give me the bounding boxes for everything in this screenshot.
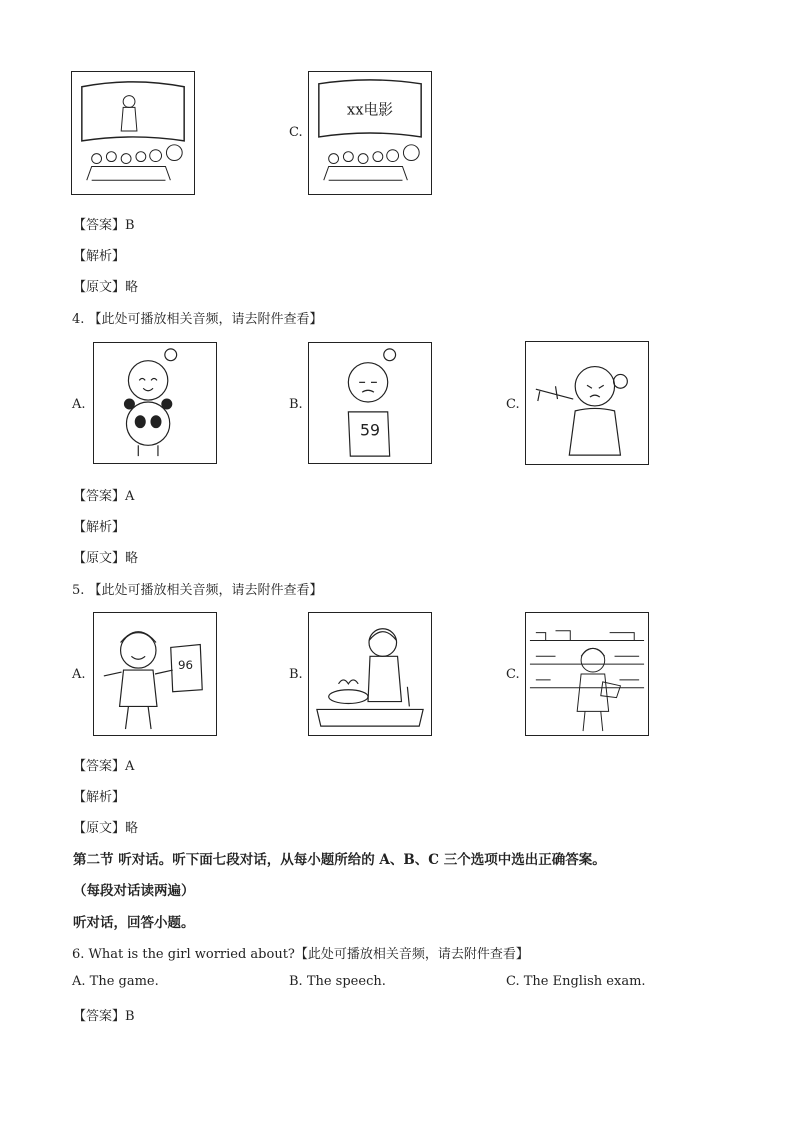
q5-answer: 【答案】A [73, 759, 135, 774]
q4-answer: 【答案】A [73, 489, 135, 504]
q4-option-b-paper-text: 59 [359, 420, 381, 440]
q5-option-a-image [93, 612, 217, 736]
q5-prompt: 5. 【此处可播放相关音频，请去附件查看】 [72, 583, 323, 598]
q3-option-b-image [71, 71, 195, 195]
q5-option-b-label: B. [289, 667, 303, 682]
q4-analysis: 【解析】 [73, 520, 126, 535]
q3-option-c-label: C. [289, 125, 303, 140]
q3-analysis: 【解析】 [73, 249, 126, 264]
q4-option-b-label: B. [289, 397, 303, 412]
q4-option-a-image [93, 342, 217, 464]
q5-option-a-label: A. [72, 667, 86, 682]
section2-heading: 第二节 听对话。听下面七段对话，从每小题所给的 A、B、C 三个选项中选出正确答案。 [73, 852, 606, 868]
q4-prompt: 4. 【此处可播放相关音频，请去附件查看】 [72, 312, 323, 327]
q3-option-c-screen-text: xx电影 [346, 101, 394, 119]
q4-original: 【原文】略 [73, 551, 139, 566]
q3-answer: 【答案】B [73, 218, 135, 233]
q4-option-c-label: C. [506, 397, 520, 412]
q4-option-c-image [525, 341, 649, 465]
q4-option-a-label: A. [72, 397, 86, 412]
q5-option-c-image [525, 612, 649, 736]
section2-instruction: 听对话，回答小题。 [73, 915, 195, 931]
q6-option-b: B. The speech. [289, 974, 386, 989]
q6-answer: 【答案】B [73, 1009, 135, 1024]
q5-option-b-image [308, 612, 432, 736]
section2-note: （每段对话读两遍） [73, 883, 195, 899]
q5-original: 【原文】略 [73, 821, 139, 836]
q5-option-c-label: C. [506, 667, 520, 682]
q3-option-c-image [308, 71, 432, 195]
q5-analysis: 【解析】 [73, 790, 126, 805]
q3-original: 【原文】略 [73, 280, 139, 295]
q5-option-a-paper-text: 96 [177, 658, 194, 673]
q4-option-b-image [308, 342, 432, 464]
q6-option-a: A. The game. [72, 974, 159, 989]
q6-prompt: 6. What is the girl worried about?【此处可播放相关音频，请去附件查看】 [72, 947, 529, 962]
q6-option-c: C. The English exam. [506, 974, 646, 989]
